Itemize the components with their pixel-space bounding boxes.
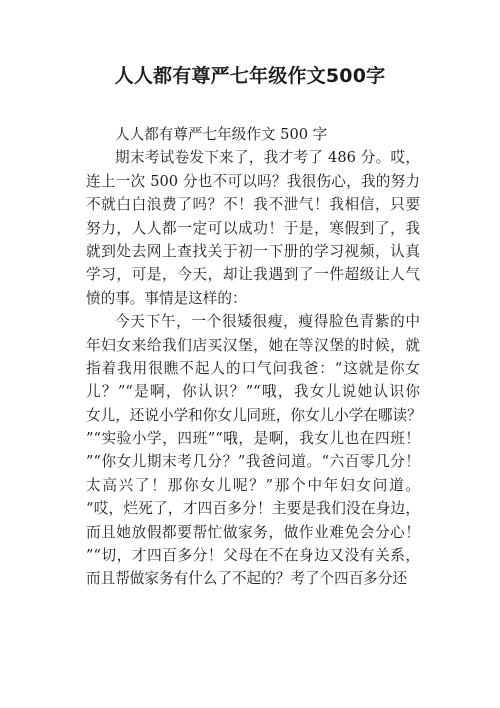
text-line: “哎，烂死了，才四百多分！主要是我们没在身边， — [86, 500, 420, 518]
text-line: 而且她放假都要帮忙做家务，做作业难免会分心！ — [86, 523, 420, 541]
text-line: 就到处去网上查找关于初一下册的学习视频，认真 — [86, 242, 420, 260]
text-line: 女儿，还说小学和你女儿同班，你女儿小学在哪读？ — [86, 406, 422, 424]
text-line: 指着我用很瞧不起人的口气问我爸：“这就是你女 — [86, 359, 420, 377]
text-line: 努力，人人都一定可以成功！于是，寒假到了，我 — [86, 219, 420, 237]
text-line: 而且帮做家务有什么了不起的？考了个四百多分还 — [86, 570, 408, 588]
text-line: 连上一次 500 分也不可以吗？我很伤心，我的努力 — [86, 172, 420, 190]
text-line: 不就白白浪费了吗？不！我不泄气！我相信，只要 — [86, 196, 420, 214]
document-title: 人人都有尊严七年级作文500字 — [114, 65, 386, 87]
text-line: 人人都有尊严七年级作文 500 字 — [115, 126, 328, 143]
paragraph — [86, 310, 420, 591]
text-line: 太高兴了！那你女儿呢？”那个中年妇女问道。 — [86, 476, 420, 494]
text-line: 学习，可是，今天，却让我遇到了一件超级让人气 — [86, 266, 420, 284]
paragraph — [86, 146, 420, 310]
text-line: 年妇女来给我们店买汉堡，她在等汉堡的时候，就 — [86, 336, 420, 354]
paragraph — [86, 123, 420, 146]
document-body — [86, 123, 420, 591]
text-line: 今天下午，一个很矮很瘦，瘦得脸色青紫的中 — [115, 313, 420, 331]
text-line: 期末考试卷发下来了，我才考了 486 分。哎， — [115, 149, 420, 167]
text-line: ”“切，才四百多分！父母在不在身边又没有关系， — [86, 547, 420, 565]
text-line: 愤的事。事情是这样的： — [86, 289, 247, 307]
text-line: ”“实验小学，四班”“哦，是啊，我女儿也在四班！ — [86, 430, 420, 448]
text-line: 儿？”“是啊，你认识？”“哦，我女儿说她认识你 — [86, 383, 420, 401]
text-line: ”“你女儿期末考几分？”我爸问道。“六百零几分！ — [86, 453, 420, 471]
